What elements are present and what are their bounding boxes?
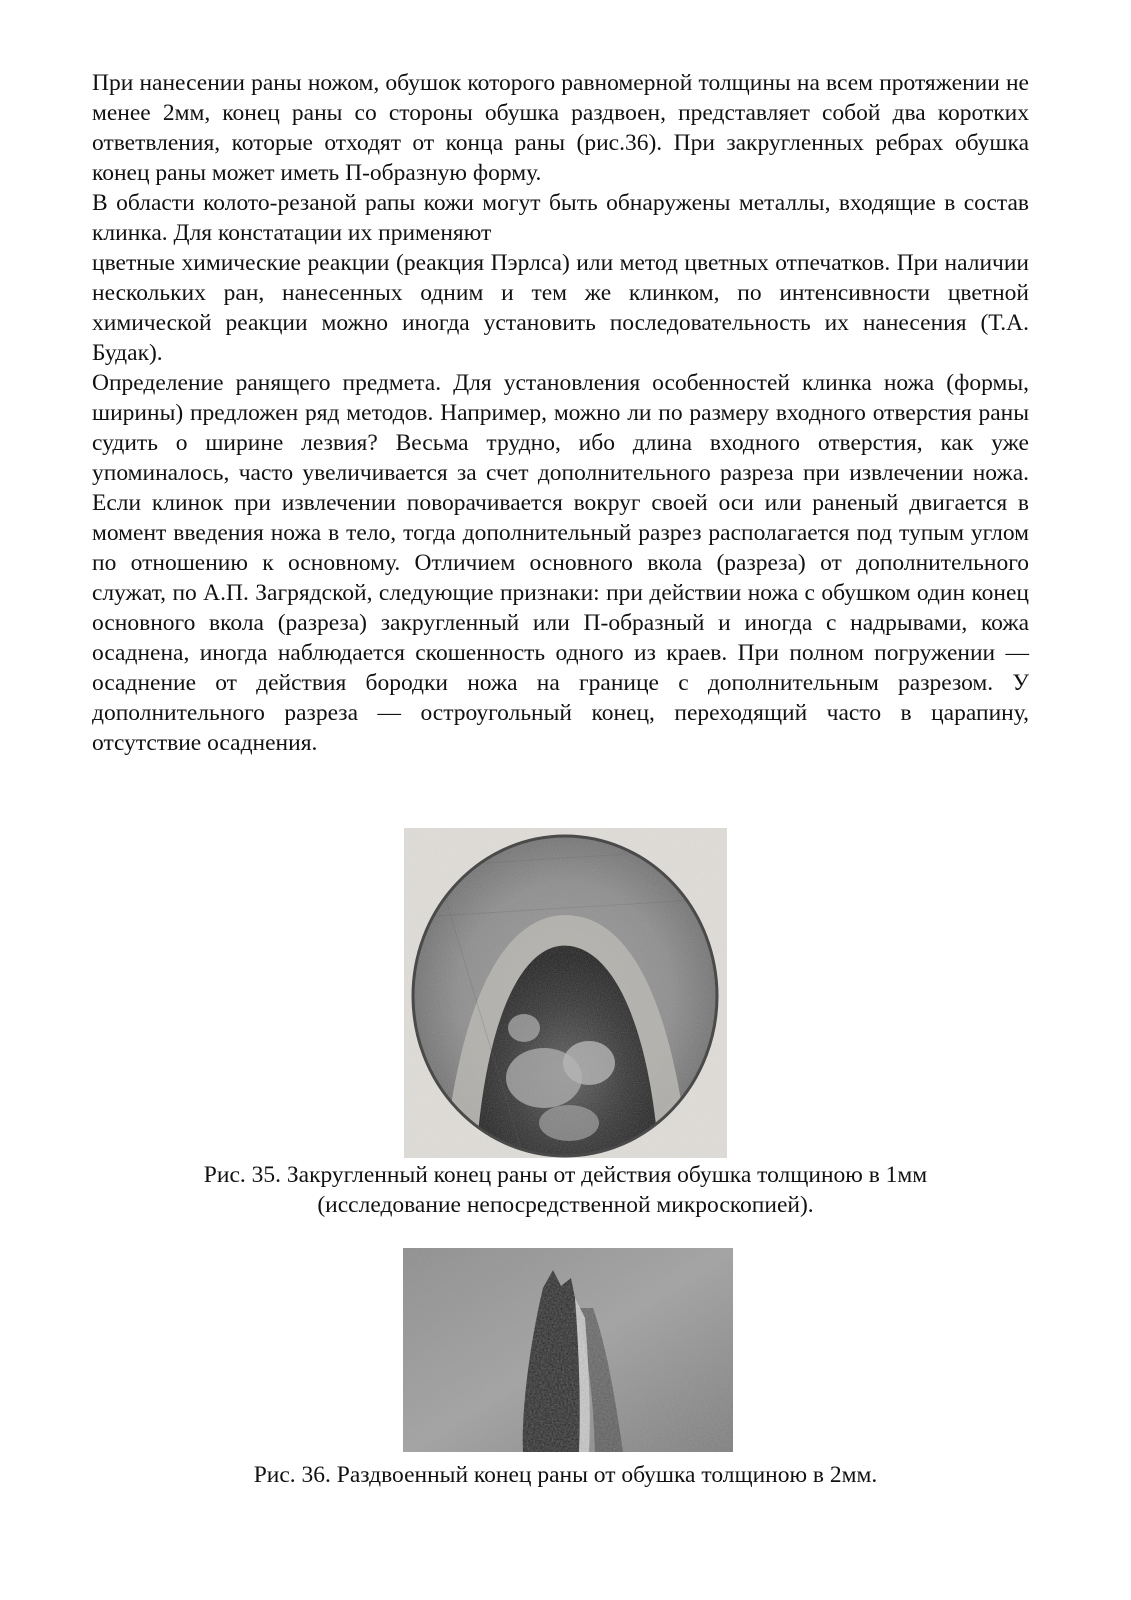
micrograph-bifurcated-wound-end (403, 1248, 733, 1452)
figure-36-caption (0, 1460, 1131, 1490)
body-text (92, 68, 1029, 758)
paragraph-1: При нанесении раны ножом, обушок которого равномерной толщины на всем протяжении не менее 2мм, конец раны со стороны обушка раздвоен, представляет собой два коротких ответвления, которые отходят от конца раны (рис.36). При закругленных ребрах обушка конец раны может иметь П-образную форму. (92, 70, 1029, 186)
figure-35-caption-line-2: (исследование непосредственной микроскопией). (317, 1192, 814, 1218)
figure-35-image (404, 828, 727, 1158)
paragraph-3: цветные химические реакции (реакция Пэрлса) или метод цветных отпечатков. При наличии нескольких ран, нанесенных одним и тем же клинком, по интенсивности цветной химической реакции можно иногда установить последовательность их нанесения (Т.А. Будак). (92, 250, 1029, 366)
figure-35-caption-line-1: Рис. 35. Закругленный конец раны от действия обушка толщиною в 1мм (203, 1162, 928, 1188)
figure-36-image (403, 1248, 733, 1452)
figure-36-caption-line: Рис. 36. Раздвоенный конец раны от обушка толщиною в 2мм. (253, 1462, 878, 1488)
paragraph-4: Определение ранящего предмета. Для установления особенностей клинка ножа (формы, ширины) предложен ряд методов. Например, можно ли по размеру входного отверстия раны судить о ширине лезвия? Весьма трудно, ибо длина входного отверстия, как уже упоминалось, часто увеличивается за счет дополнительного разреза при извлечении ножа. Если клинок при извлечении поворачивается вокруг своей оси или раненый двигается в момент введения ножа в тело, тогда дополнительный разрез располагается под тупым углом по отношению к основному. Отличием основного вкола (разреза) от дополнительного служат, по А.П. Загрядской, следующие признаки: при действии ножа с обушком один конец основного вкола (разреза) закругленный или П-образный и иногда с надрывами, кожа осаднена, иногда наблюдается скошенность одного из краев. При полном погружении — осаднение от действия бородки ножа на границе с дополнительным разрезом. У дополнительного разреза — остроугольный конец, переходящий часто в царапину, отсутствие осаднения. (92, 370, 1029, 756)
micrograph-round-wound-end (404, 828, 727, 1158)
figure-35-caption (0, 1160, 1131, 1220)
paragraph-2: В области колото-резаной рапы кожи могут быть обнаружены металлы, входящие в состав клинка. Для констатации их применяют (92, 190, 1029, 246)
